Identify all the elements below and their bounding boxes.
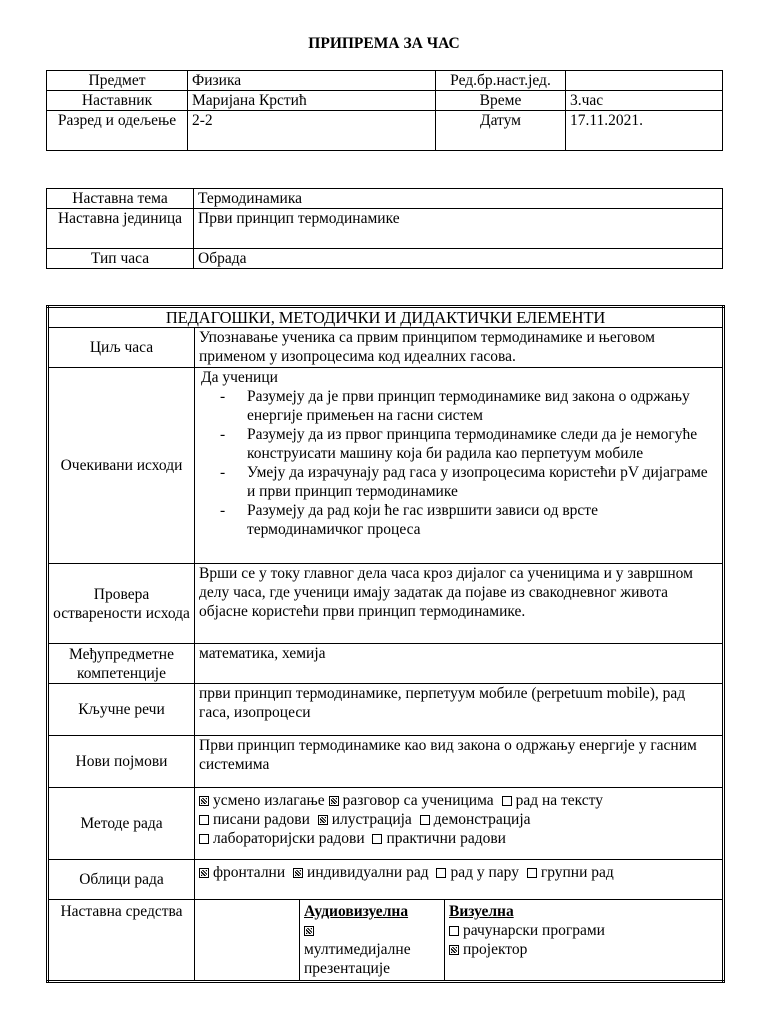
visual-option: пројектор (449, 940, 718, 959)
methods-cell (195, 788, 724, 860)
theme-value: Термодинамика (194, 189, 723, 209)
elements-header: ПЕДАГОШКИ, МЕТОДИЧКИ И ДИДАКТИЧКИ ЕЛЕМЕНТИ (48, 307, 724, 328)
methods-label: Методе рада (48, 788, 195, 860)
method-option: писани радови (199, 811, 310, 828)
method-option: разговор са ученицима (329, 792, 494, 809)
class-value: 2-2 (188, 111, 436, 151)
checkbox-icon[interactable] (372, 834, 382, 844)
cross-curricular-label: Међупредметне компетенције (48, 644, 195, 684)
checkbox-icon[interactable] (199, 834, 209, 844)
audiovisual-heading: Аудиовизуелна (304, 903, 409, 920)
visual-option: рачунарски програми (449, 921, 718, 940)
checkbox-icon[interactable] (436, 868, 446, 878)
checkbox-icon[interactable] (502, 796, 512, 806)
check-value: Врши се у току главног дела часа кроз дијалог са ученицима и у завршном делу часа, где ученици имају задатак да појаве из свакодневног живота објасне користећи први принцип термодинамике. (195, 564, 724, 644)
new-terms-label: Нови појмови (48, 736, 195, 788)
forms-cell (195, 860, 724, 900)
lesson-type-value: Обрада (194, 249, 723, 269)
lesson-number-label: Ред.бр.наст.јед. (436, 71, 566, 91)
checkbox-checked-icon[interactable] (329, 796, 339, 806)
checkbox-checked-icon[interactable] (199, 868, 209, 878)
outcomes-label: Очекивани исходи (48, 368, 195, 564)
outcome-item: - Разумеју да из првог принципа термодинамике следи да је немогуће конструисати машину која би радила као перпетуум мобиле (247, 425, 718, 463)
outcomes-cell (195, 368, 724, 564)
date-value: 17.11.2021. (566, 111, 723, 151)
page-title: ПРИПРЕМА ЗА ЧАС (308, 35, 460, 52)
checkbox-checked-icon[interactable] (199, 796, 209, 806)
lesson-number-value (566, 71, 723, 91)
checkbox-icon[interactable] (527, 868, 537, 878)
checkbox-icon[interactable] (199, 815, 209, 825)
keywords-label: Кључне речи (48, 684, 195, 736)
forms-label: Облици рада (48, 860, 195, 900)
elements-table (46, 305, 725, 983)
outcomes-intro: Да ученици (201, 369, 278, 386)
outcome-item: - Умеју да израчунају рад гаса у изопроцесима користећи pV дијаграме и први принцип термодинамике (247, 463, 718, 501)
subject-label: Предмет (47, 71, 188, 91)
form-option: фронтални (199, 864, 285, 881)
audiovisual-cell (300, 900, 445, 982)
theme-label: Наставна тема (47, 189, 194, 209)
goal-value: Упознавање ученика са првим принципом термодинамике и његовом применом у изопроцесима код идеалних гасова. (195, 328, 724, 368)
method-option: лабораторијски радови (199, 830, 365, 847)
keywords-value: први принцип термодинамике, перпетуум мобиле (perpetuum mobile), рад гаса, изопроцеси (195, 684, 724, 736)
method-option: усмено излагање (199, 792, 325, 809)
method-option: илустрација (318, 811, 412, 828)
class-label: Разред и одељење (47, 111, 188, 151)
unit-value: Први принцип термодинамике (194, 209, 723, 249)
means-empty-cell (195, 900, 300, 982)
date-label: Датум (436, 111, 566, 151)
unit-label: Наставна јединица (47, 209, 194, 249)
checkbox-checked-icon[interactable] (293, 868, 303, 878)
info-table (46, 70, 723, 151)
form-option: индивидуални рад (293, 864, 429, 881)
visual-cell (445, 900, 724, 982)
method-option: демонстрација (420, 811, 531, 828)
checkbox-checked-icon[interactable] (318, 815, 328, 825)
topic-table (46, 188, 723, 269)
visual-heading: Визуелна (449, 903, 514, 920)
form-option: групни рад (527, 864, 614, 881)
checkbox-icon[interactable] (449, 926, 459, 936)
audiovisual-item: мултимедијалне презентације (304, 941, 411, 977)
outcome-item: - Разумеју да рад који ће гас извршити зависи од врсте термодинамичког процеса (247, 501, 718, 539)
lesson-type-label: Тип часа (47, 249, 194, 269)
checkbox-checked-icon[interactable] (449, 945, 459, 955)
teacher-value: Маријана Крстић (188, 91, 436, 111)
time-label: Време (436, 91, 566, 111)
check-label: Провера остварености исхода (48, 564, 195, 644)
means-label: Наставна средства (48, 900, 195, 982)
method-option: практични радови (372, 830, 505, 847)
goal-label: Циљ часа (48, 328, 195, 368)
checkbox-checked-icon[interactable] (304, 926, 314, 936)
method-option: рад на тексту (502, 792, 603, 809)
new-terms-value: Први принцип термодинамике као вид закона о одржању енергије у гасним системима (195, 736, 724, 788)
subject-value: Физика (188, 71, 436, 91)
outcomes-list (199, 387, 718, 539)
outcome-item: - Разумеју да је први принцип термодинамике вид закона о одржању енергије примењен на гасни систем (247, 387, 718, 425)
form-option: рад у пару (436, 864, 519, 881)
checkbox-icon[interactable] (420, 815, 430, 825)
cross-curricular-value: математика, хемија (195, 644, 724, 684)
teacher-label: Наставник (47, 91, 188, 111)
time-value: 3.час (566, 91, 723, 111)
